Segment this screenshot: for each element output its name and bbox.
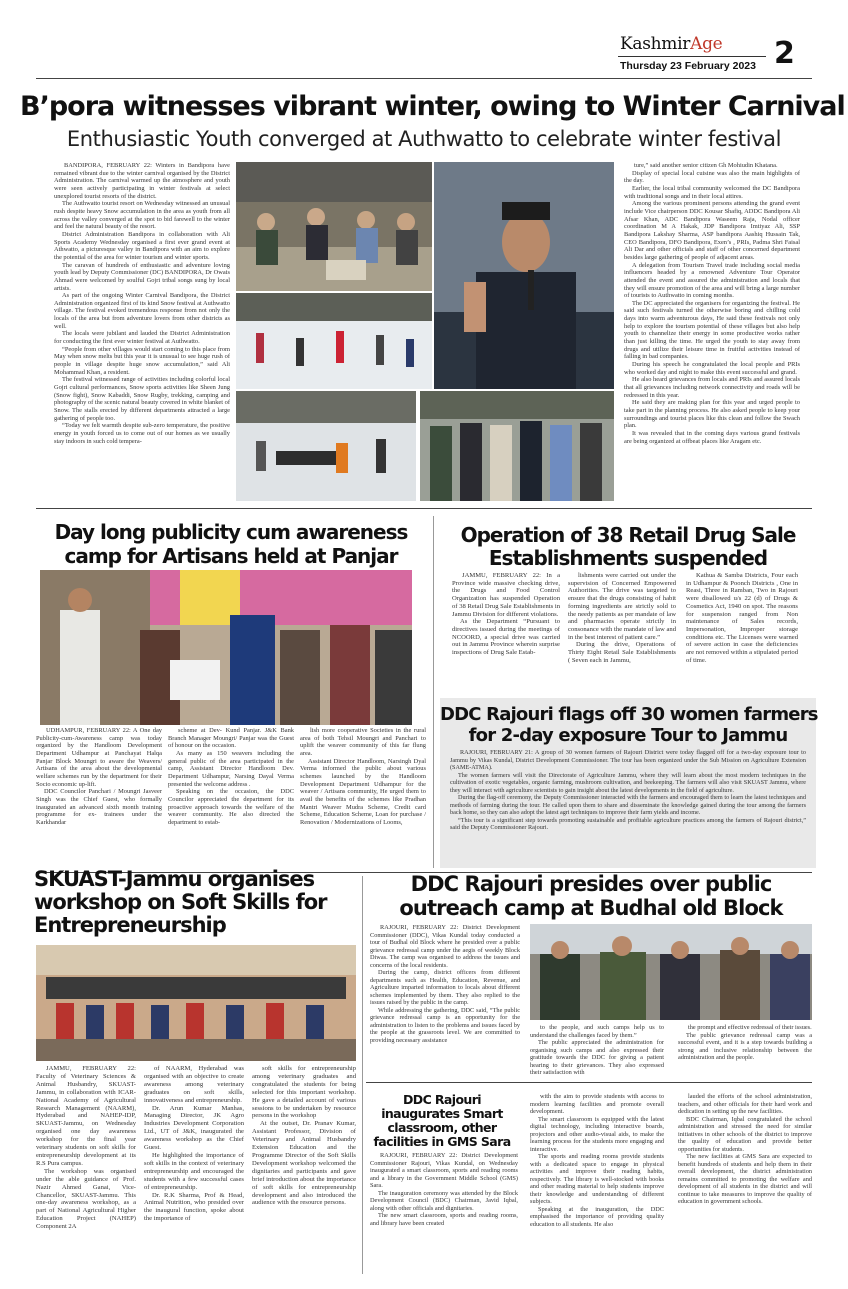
drug-col-2 [568, 572, 676, 690]
artisans-col-1 [36, 727, 162, 867]
artisans-col1-p1: UDHAMPUR, FEBRUARY 22: A One day Publicity-cum-Awareness camp was today organized by the Handloom Development Department Udhampur at Panchayat Halqa Panjar Block Moungri to aware the Weavers/ Artisans of the area about the developmental welfare schemes run by the department for their Socio economic up-lift. [36, 727, 162, 788]
farmers-headline-line1: DDC Rajouri flags off 30 women farmers [440, 704, 818, 725]
lead-left-p3: District Administration Bandipora in collaboration with Ali Sports Academy Wednesday organised a first ever grand event at Athwatto, a picturesque valley in Bandipora with an aim to explore the potential of the area for winter tourism and winter sports. [54, 230, 230, 261]
section-divider-1 [36, 508, 812, 509]
skuast-col-3 [252, 1065, 356, 1270]
masthead [0, 0, 848, 80]
school-headline-line2: inaugurates Smart [381, 1106, 503, 1121]
drug-col3-p1: Kathua & Samba Districts, Four each in Udhampur & Poonch Districts , One in Reasi, Three in Ramban, Two in Rajouri were disallowed u/s 22 (d) of Drugs & Cosmetics Act, 1940 on spot. The reasons for suspension ranged from Non maintenance of Sales records, Impersonation, Improper storage conditions etc. The Licenses were warned of severe action in case the deficiencies are not removed within a stipulated period of time. [686, 572, 798, 664]
lead-right-p8: He also heard grievances from locals and PRIs and assured locals that all grievances including network connectivity and roads will be redressed in this year. [624, 376, 800, 399]
lead-photo-snow-rugby [236, 391, 416, 501]
drug-col1-p1: JAMMU, FEBRUARY 22: In a Province wide massive checking drive, the Drugs and Food Control Organization has suspended Operation of 38 Retail Drug Sale Establishments in Jammu Division for different violations. [452, 572, 560, 618]
section-divider-3 [366, 1082, 812, 1083]
lead-photo-gathering [236, 162, 432, 291]
budhal-col1-p1: RAJOURI, FEBRUARY 22: District Development Commissioner (DDC), Vikas Kundal today conducted a tour of Budhal old Block where he presided over a public grievance redressal camp under the aegis of weekly Block Diwas. The camp was organised to address the issues and concerns of the local residents. [370, 924, 520, 969]
skuast-headline-line1: SKUAST-Jammu organises [34, 867, 315, 891]
school-col-1 [370, 1152, 518, 1270]
masthead-bottom-rule [36, 78, 812, 79]
lead-left-p5: As part of the ongoing Winter Carnival Bandipora, the District Administration organized first of its kind Snow festival at Authwatto village. The festival evoked tremendous response from not only the locals of the area but from adventure lovers from other districts as well. [54, 292, 230, 330]
school-headline-line4: facilities in GMS Sara [373, 1134, 511, 1149]
school-col1-p3: The new smart classroom, sports and reading rooms, and library have been created [370, 1212, 518, 1227]
logo-kashmir: Kashmir [620, 34, 691, 54]
budhal-col-1 [370, 924, 520, 1076]
lead-right-p6: The DC appreciated the organisers for organizing the festival. He said such festivals turned the otherwise boring and chilling cold days into warm adventurous days, He said these festivals not only help to explore the tourism potential of these villages but also help youth to channelize their energy in some productive works rather than just killing the time. He urged the youth to stay away from drugs and utilize their leisure time in fruitful activities instead of falling in bad companies. [624, 299, 800, 361]
lead-left-p8: The festival witnessed range of activities including colorful local Gojri cultural performances, Snow sports activities like Sheen Jung (Snow fight), Snow Kabaddi, Snow Rugby, trekking, camping and photography of the scenic natural beauty covered in white blanket of Snow. The stalls erected by different departments attracted a large gathering of people too. [54, 376, 230, 422]
skuast-photo [36, 945, 356, 1061]
school-col3-p2: BDC Chairman, Iqbal congratulated the school administration and stressed the need for similar initiatives in other schools of the district to improve the quality of education and provide better opportunities for students. [678, 1115, 812, 1153]
budhal-col3-p2: The public grievance redressal camp was a successful event, and it is a step towards building a strong and inclusive relationship between the administration and the people. [678, 1031, 812, 1061]
farmers-body [450, 749, 806, 865]
budhal-col2-p1: to the people, and such camps help us to understand the challenges faced by them.” [530, 1024, 664, 1039]
column-divider-mid [433, 516, 434, 868]
school-headline-line3: classroom, other [387, 1120, 497, 1135]
masthead-rule [618, 56, 766, 57]
artisans-col-2 [168, 727, 294, 867]
artisans-col1-p2: DDC Councilor Panchari / Moungri Jasveer Singh was the Chief Guest, who formally inaugurated an advanced sixth month training programme for ex- trainees under the Karkhandar [36, 788, 162, 826]
masthead-date: Thursday 23 February 2023 [620, 60, 756, 72]
skuast-headline [34, 868, 374, 937]
school-headline [368, 1093, 516, 1149]
skuast-col2-p1: of NAARM, Hyderabad was organised with an objective to create awareness among veterinary graduates on soft skills, innovativeness and entrepreneurship. [144, 1065, 244, 1104]
school-col1-p1: RAJOURI, FEBRUARY 22: District Development Commissioner Rajouri, Vikas Kundal, on Wednesday inaugurated a smart classroom, sports and reading rooms and a library in the Government Middle School (GMS) Sara. [370, 1152, 518, 1189]
lead-right-p7: During his speech he congratulated the local people and PRIs who worked day and night to make this event successful and grand. [624, 361, 800, 376]
skuast-col2-p2: Dr. Arun Kumar Manhas, Managing Director, JK Agro Industries Development Corporation Ltd., UT of J&K, inaugurated the awareness workshop as the Chief Guest. [144, 1104, 244, 1152]
skuast-col1-p1: JAMMU, FEBRUARY 22: Faculty of Veterinary Sciences & Animal Husbandry, SKUAST-Jammu, in collaboration with ICAR-National Academy of Agricultural Research Management (NAARM), Hyderabad and NAHEP-IDP, SKUAST-Jammu, on Wednesday organised one day awareness workshop for the final year veterinary students on soft skills for entrepreneurship development at its R.S Pura campus. [36, 1065, 136, 1167]
artisans-col2-p2: As many as 150 weavers including the general public of the area participated in the camp, Assistant Director Handloom Dev. Department Udhampur, Narsing Dayal Verma presented the welcome address . [168, 749, 294, 788]
masthead-logo [620, 34, 722, 54]
skuast-col2-p4: Dr. R.K Sharma, Prof & Head, Animal Nutrition, who presided over the inaugural function, spoke about the importance of [144, 1191, 244, 1223]
lead-photo-speaker [434, 162, 614, 389]
farmers-p3: During the flag-off ceremony, the Deputy Commissioner interacted with the farmers and encouraged them to learn the latest techniques and methods of farming during the tour. He called upon them to share and disseminate the knowledge gained during the tour among the farmers back home, so they can also adopt the latest agri techniques to improve their farm yields and income. [450, 794, 806, 816]
artisans-col2-p1: scheme at Dev- Kund Panjar. J&K Bank Branch Manager Moungri/ Panjar was the Guest of honour on the occasion. [168, 727, 294, 750]
artisans-headline-line2: camp for Artisans held at Panjar [64, 544, 398, 568]
artisans-photo [40, 570, 412, 725]
school-col1-p2: The inauguration ceremony was attended by the Block Development Council (BDC) Chairman, Javid Iqbal, along with other officials and dignitaries. [370, 1189, 518, 1212]
lead-left-p4: The caravan of hundreds of enthusiastic and adventure loving youth lead by Deputy Commissioner (DC) BANDIPORA, Dr Owais Ahmad were welcomed by soulful Gojri tribal songs sung by local artists. [54, 261, 230, 292]
school-headline-line1: DDC Rajouri [403, 1092, 481, 1107]
drug-col2-p1: lishments were carried out under the supervision of Concerned Empowered Authorities. The drive was targeted to ensure that the drugs consisting of habit forming ingredients are strictly sold to the needy patients as per mandate of law and pharmacies operate strictly in consonance with the mandate of law and in the best interest of patient care.” [568, 572, 676, 641]
skuast-headline-line3: Entrepreneurship [34, 913, 226, 937]
drug-headline-line1: Operation of 38 Retail Drug Sale [460, 523, 796, 547]
farmers-headline-line2: for 2-day exposure Tour to Jammu [468, 725, 788, 746]
skuast-col3-p2: At the outset, Dr. Pranav Kumar, Assistant Professor, Division of Veterinary and Animal Husbandry Extension Education and the Programme Director of the Soft Skills Development workshop welcomed the dignitaries and participants and gave brief introduction about the importance of soft skills for entrepreneurship development and also introduced the audience with the resource persons. [252, 1120, 356, 1207]
lead-photo-snow-sports [236, 293, 432, 389]
drug-col2-p2: During the drive, Operations of Thirty Eight Retail Sale Establishments ( Seven each in Jammu, [568, 641, 676, 664]
logo-age: Age [690, 34, 723, 54]
budhal-col3-p1: the prompt and effective redressal of their issues. [688, 1024, 812, 1031]
lead-right-p9: He said they are making plan for this year and urged people to take part in the planning process. He also asked people to keep your surroundings and tourist places like this clean and follow the Swach plan. [624, 399, 800, 430]
lead-left-column [54, 162, 230, 502]
lead-headline: B’pora witnesses vibrant winter, owing to Winter Carnival [20, 91, 845, 122]
lead-photo-officials [420, 391, 614, 501]
page-number: 2 [774, 36, 795, 71]
skuast-col-2 [144, 1065, 244, 1270]
budhal-col-3 [678, 1024, 812, 1076]
budhal-col1-p3: While addressing the gathering, DDC said, “The public grievance redressal camp is an opportunity for the administration to listen to the problems and issues faced by the people at the grassroots level. We are committed to providing necessary assistance [370, 1006, 520, 1044]
lead-left-p9: “Today we felt warmth despite sub-zero temperature, the positive energy in youth forced us to come out of our homes as we usually stay indoors in such cold tempera- [54, 422, 230, 445]
lead-right-p10: It was revealed that in the coming days various grand festivals are being organized at offbeat places like Aragam etc. [624, 429, 800, 445]
drug-col-1 [452, 572, 560, 690]
lead-left-p7: “People from other villages would start coming to this place from May when snow melts but this year it is unusual to see huge rush of people in village despite huge snow accumulation,” said Ali Mohammad Khan, a resident. [54, 345, 230, 376]
budhal-headline-line1: DDC Rajouri presides over public [410, 872, 772, 896]
lead-left-p2: The Authwatto tourist resort on Wednesday witnessed an unusual rush despite heavy Snow accumulation in the area as youth from all across the valley converged at the spot to bid farewell to the winter and feel the natural beauty of the resort. [54, 200, 230, 231]
school-col3-p1: lauded the efforts of the school administration, teachers, and other officials for their hard work and dedication in setting up the new facilities. [678, 1093, 812, 1115]
skuast-col2-p3: He highlighted the importance of soft skills in the context of veterinary entrepreneurship and encouraged the students with a few successful cases of entrepreneurship. [144, 1151, 244, 1191]
budhal-col1-p2: During the camp, district officers from different departments such as Health, Education, Revenue, and Agriculture imparted information to locals about different schemes implemented by them. They also replied to the issues raised by the public in the camp. [370, 969, 520, 1006]
school-col2-p3: The sports and reading rooms provide students with a dedicated space to engage in physical activities and improve their reading habits, respectively. The library is well-stocked with books and other reading material to help students improve their knowledge and understanding of different subjects. [530, 1153, 664, 1205]
skuast-col-1 [36, 1065, 136, 1270]
artisans-headline-line1: Day long publicity cum awareness [54, 520, 408, 544]
drug-col-3 [686, 572, 798, 690]
school-col-3 [678, 1093, 812, 1271]
budhal-photo [530, 924, 812, 1020]
artisans-col-3 [300, 727, 426, 867]
lead-right-column [624, 162, 800, 502]
farmers-p4: “This tour is a significant step towards promoting sustainable and profitable agriculture practices among the farmers of Rajouri district,” said the Deputy Commissioner Rajouri. [450, 816, 806, 831]
lead-right-p4: Among the various prominent persons attending the grand event include Vice chairperson DDC Kousar Shafiq, ADDC Bandipora Ali Afsar Khan, ADC Bandipora Waseem Raja, Nodal officer coordination M A Hakak, JDP Bandipora Imtiyaz Ali, SSP Bandipora Lakshay Sharma, ASP bandipora Aashiq Hussain Tak, CEO Bandipora, DFO Bandipora, Exen’s , PRIs, Padma Shri Faisal Ali Dar and other officials and staff of other concerned department besides large gathering of people of adjacent areas. [624, 200, 800, 261]
farmers-p1: RAJOURI, FEBRUARY 21: A group of 30 women farmers of Rajouri District were today flagged off for a two-day exposure tour to Jammu by Vikas Kundal, District Development Commissioner. The tour has been organized under the Sub Mission on Agriculture Extension (SAME-ATMA). [450, 749, 806, 771]
school-col-2 [530, 1093, 664, 1271]
lead-right-p3: Earlier, the local tribal community welcomed the DC Bandipora with traditional songs and in their local attires. [624, 184, 800, 200]
farmers-p2: The women farmers will visit the Directorate of Agriculture Jammu, where they will learn about the most modern techniques in the cultivation of exotic vegetables, organic farming, mushroom cultivation, and beekeeping. The farmers will also visit SKUAST Jammu, where they will interact with agriculture scientists to gain insight about the latest developments in the field of agriculture. [450, 771, 806, 794]
budhal-col2-p2: The public appreciated the administration for organising such camps and also expressed their gratitude towards the DDC for giving a patient hearing to their grievances. They also expressed their satisfaction with [530, 1039, 664, 1076]
school-col2-p4: Speaking at the inauguration, the DDC emphasised the importance of providing quality education to all students. He also [530, 1205, 664, 1228]
skuast-headline-line2: workshop on Soft Skills for [34, 890, 327, 914]
artisans-col3-p2: Assistant Director Handloom, Narsingh Dyal Verma informed the public about various schemes launched by the Handloom Development Department Udhampur for the weaver / Artisans community, He urged them to avail the benefits of the schemes like Pradhan Mantri Weaver Mudra Scheme, Credit card Scheme, Education Scheme, Loan for purchase / Renovation / Modernizations of Looms, [300, 757, 426, 826]
artisans-col3-p1: lish more cooperative Societies in the rural area of both Tehsil Moungri and Panchari to uplift the weaver community of this far flung area. [300, 727, 426, 757]
budhal-headline-line2: outreach camp at Budhal old Block [399, 896, 783, 920]
school-col2-p2: The smart classroom is equipped with the latest digital technology, including interactive boards, projectors and other audio-visual aids, to make the learning process for the students more engaging and interactive. [530, 1115, 664, 1153]
budhal-col-2 [530, 1024, 664, 1076]
lead-left-p1: BANDIPORA, FEBRUARY 22: Winters in Bandipora have remained vibrant due to the winter carnival organised by the District Administration. The carnival warmed up the atmosphere and youth were seen actively participating in winter festivals at select unexplored tourist resorts of the district. [54, 162, 230, 200]
lead-right-p2: Display of special local cuisine was also the main highlights of the day. [624, 169, 800, 185]
drug-headline-line2: Establishments suspended [488, 546, 768, 570]
school-col2-p1: with the aim to provide students with access to modern learning facilities and promote overall development. [530, 1093, 664, 1115]
drug-col1-p2: As the Department “Pursuant to directives issued during the meetings of NCOORD, a special drive was carried out in Jammu Province wherein surprise inspections of Drug Sale Estab- [452, 618, 560, 657]
lead-left-p6: The locals were jubilant and lauded the District Administration for conducting the first ever winter festival at Authwatto. [54, 330, 230, 346]
lead-right-p1: ture,” said another senior citizen Gh Mohiudin Khatana. [634, 162, 778, 169]
lead-right-p5: A delegation from Tourism Travel trade including social media influencers headed by a renowned Adventure Tour Operator attended the event and assured the administration and locals that they will ensure promotion of the area and will bring a large number of tourists to Authwatto in coming months. [624, 261, 800, 300]
column-divider-lower [362, 876, 363, 1274]
skuast-col1-p2: The workshop was organised under the able guidance of Prof. Nazir Ahmed Ganai, Vice-Chancellor, SKUAST-Jammu. This one-day awareness workshop, as a part of National Agricultural Higher Education Project (NAHEP) Component 2A [36, 1167, 136, 1231]
school-col3-p3: The new facilities at GMS Sara are expected to benefit hundreds of students and help them in their overall development, the district administration remains committed to promoting the welfare and development of all students in the district and will continue to take measures to improve the quality of education in government schools. [678, 1153, 812, 1205]
artisans-col2-p3: Speaking on the occasion, the DDC Councilor appreciated the department for its proactive approach towards the welfare of the weaver community. He also directed the department to estab- [168, 788, 294, 826]
skuast-col3-p1: soft skills for entrepreneurship among veterinary graduates and congratulated the students for being selected for this important workshop. He gave a detailed account of various sessions to be undertaken by resource persons in the workshop [252, 1065, 356, 1120]
lead-subhead: Enthusiastic Youth converged at Authwatto to celebrate winter festival [66, 127, 782, 151]
